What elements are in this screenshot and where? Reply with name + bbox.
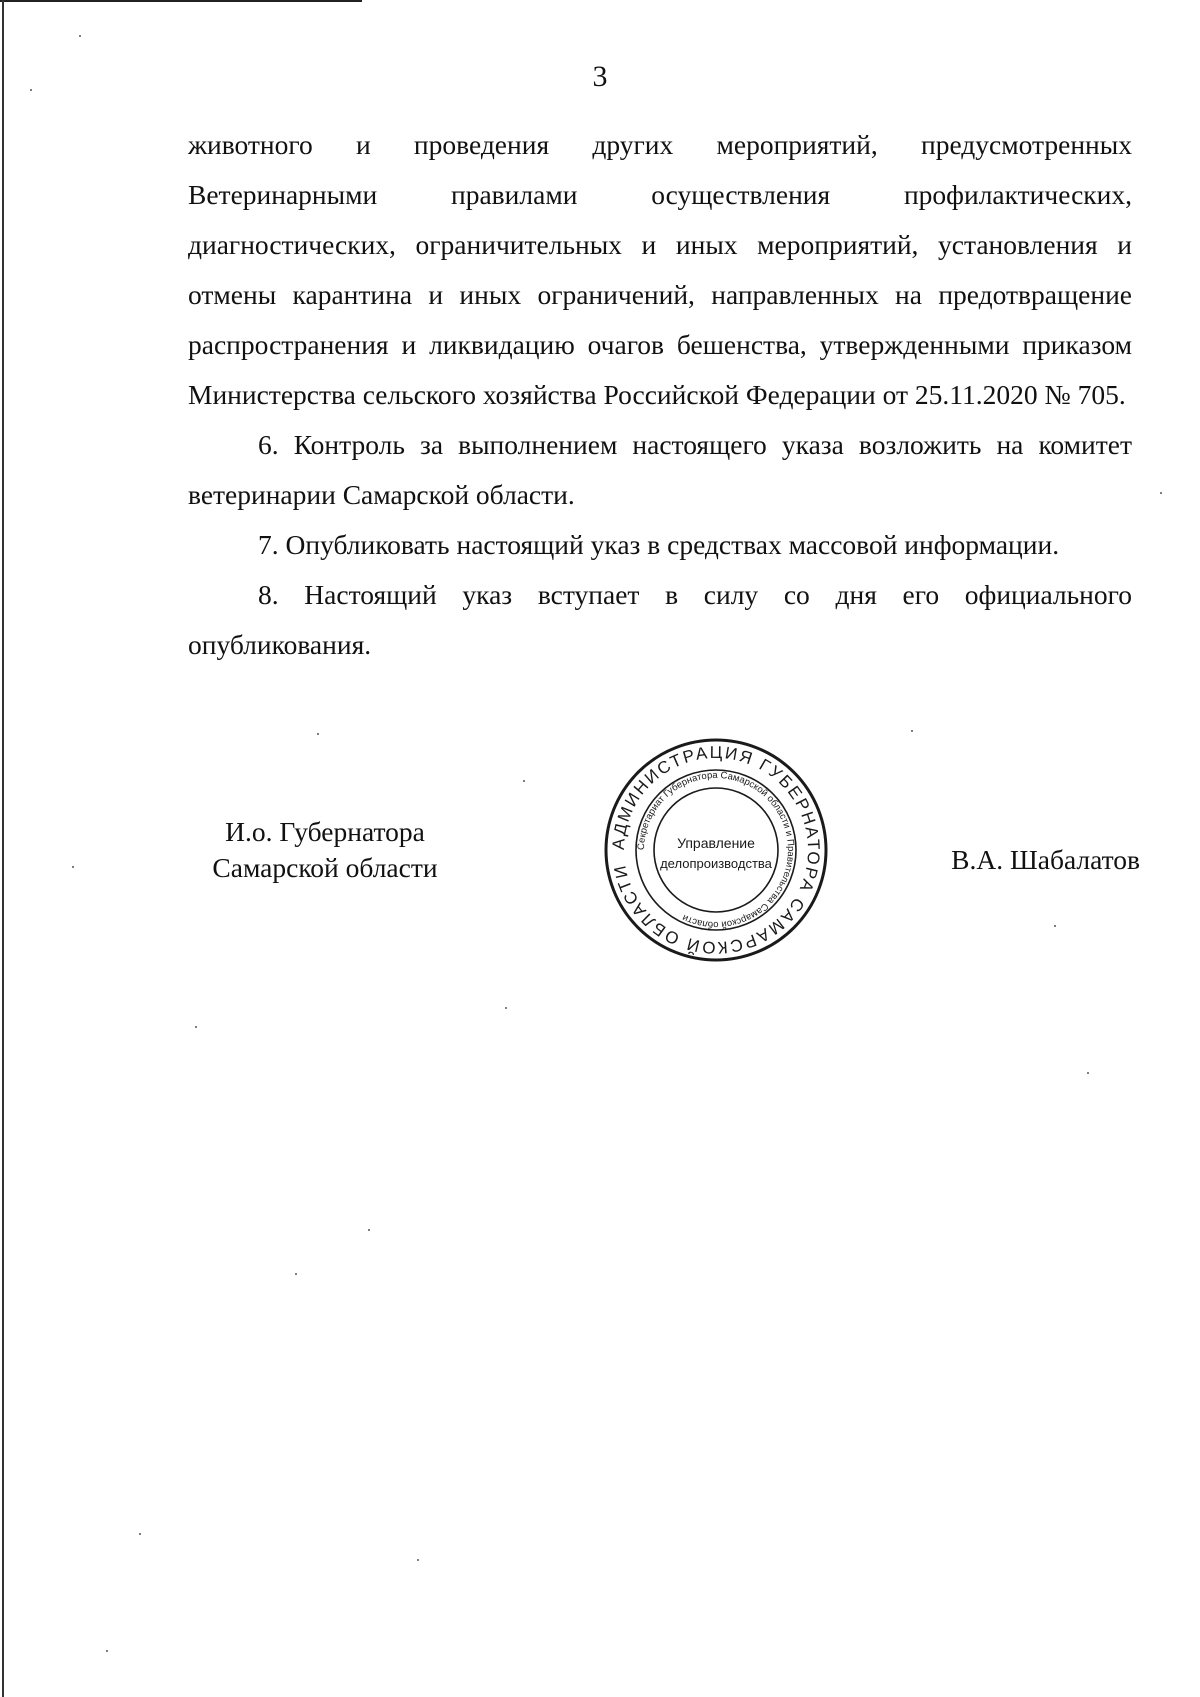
scan-border-top xyxy=(0,0,362,2)
signatory-name: В.А. Шабалатов xyxy=(951,844,1140,875)
scan-speck xyxy=(72,866,74,868)
scan-speck xyxy=(911,730,913,732)
paragraph-continuation: животного и проведения других мероприятий, предусмотренных Ветеринарными правилами осуществления профилактических, диагностических, ограничительных и иных мероприятий, установления и отмены карантина и иных ограничений, направленных на предотвращение распространения и ликвидацию очагов бешенства, утвержденными приказом Министерства сельского хозяйства Российской Федерации от 25.11.2020 № 705. xyxy=(188,129,1132,410)
seal-inner-text: Секретариат Губернатора Самарской области и Правительства Самарской области xyxy=(635,769,797,931)
page-number: 3 xyxy=(592,60,608,93)
scan-speck xyxy=(317,733,319,735)
seal-center-line1: Управление xyxy=(677,835,755,851)
scan-speck xyxy=(1054,925,1056,927)
scan-speck xyxy=(139,1533,141,1535)
scan-speck xyxy=(1087,1072,1089,1074)
scan-speck xyxy=(417,1559,419,1561)
signatory-title-line1: И.о. Губернатора xyxy=(225,816,425,847)
official-seal xyxy=(602,736,830,964)
scan-border-left xyxy=(2,0,4,1697)
scan-speck xyxy=(1160,492,1162,494)
scan-speck xyxy=(79,35,81,37)
signatory-title xyxy=(200,814,450,886)
scan-speck xyxy=(523,780,525,782)
seal-outer-text: АДМИНИСТРАЦИЯ ГУБЕРНАТОРА САМАРСКОЙ ОБЛАСТИ xyxy=(608,742,824,958)
scan-speck xyxy=(295,1273,297,1275)
paragraph-item-8: 8. Настоящий указ вступает в силу со дня его официального опубликования. xyxy=(188,579,1132,660)
document-body xyxy=(188,120,1132,670)
signatory-title-line2: Самарской области xyxy=(212,852,438,883)
scan-speck xyxy=(368,1229,370,1231)
scan-speck xyxy=(106,1650,108,1652)
paragraph-item-6: 6. Контроль за выполнением настоящего указа возложить на комитет ветеринарии Самарской области. xyxy=(188,429,1132,510)
scan-speck xyxy=(195,1026,197,1028)
paragraph-item-7: 7. Опубликовать настоящий указ в средствах массовой информации. xyxy=(258,529,1060,560)
scan-speck xyxy=(505,1007,507,1009)
seal-center-line2: делопроизводства xyxy=(660,856,772,871)
scan-speck xyxy=(30,89,32,91)
